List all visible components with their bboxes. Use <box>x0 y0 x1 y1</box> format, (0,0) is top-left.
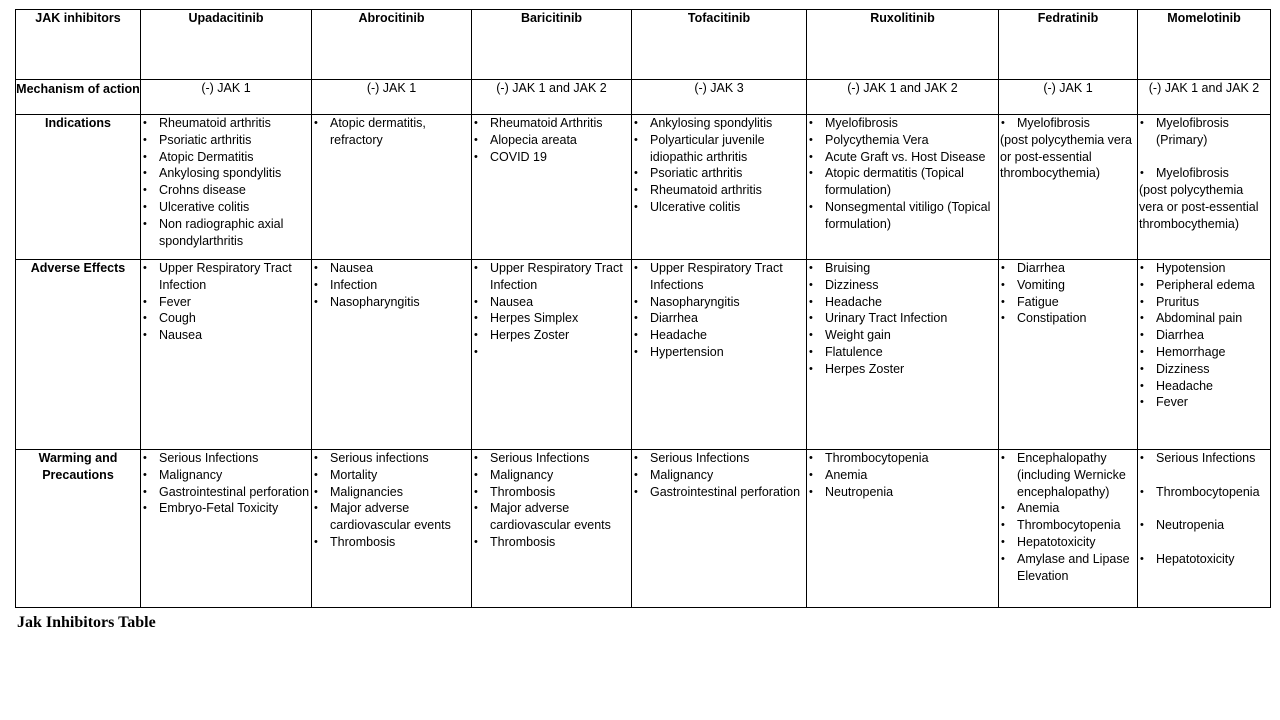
list-item: • Diarrhea <box>1000 260 1136 277</box>
list-item: • Anemia <box>1000 500 1136 517</box>
list-item: • Mortality <box>313 467 470 484</box>
bullet-list <box>1139 450 1269 568</box>
list-item: • Herpes Zoster <box>808 361 997 378</box>
warnings-baricitinib <box>472 450 632 608</box>
table-caption: Jak Inhibitors Table <box>17 614 156 631</box>
list-item: • Anemia <box>808 467 997 484</box>
adverse-momelotinib <box>1138 260 1271 450</box>
list-item: • Nausea <box>142 327 310 344</box>
list-item: • Headache <box>633 327 805 344</box>
list-item: • Headache <box>808 294 997 311</box>
warnings-momelotinib <box>1138 450 1271 608</box>
list-item: • Hypertension <box>633 344 805 361</box>
list-item: • Myelofibrosis <box>1139 165 1269 182</box>
bullet-list <box>142 450 310 517</box>
list-item: • Herpes Simplex <box>473 310 630 327</box>
list-item: • Major adverse cardiovascular events <box>313 500 470 534</box>
list-item: • Thrombocytopenia <box>808 450 997 467</box>
list-item: • Malignancy <box>473 467 630 484</box>
bullet-list <box>313 115 470 149</box>
list-item: • Acute Graft vs. Host Disease <box>808 149 997 166</box>
list-item: • Serious Infections <box>633 450 805 467</box>
bullet-list <box>142 115 310 249</box>
adverse-upadacitinib <box>141 260 312 450</box>
list-item: • Atopic Dermatitis <box>142 149 310 166</box>
list-item: • Crohns disease <box>142 182 310 199</box>
indications-ruxolitinib <box>807 115 999 260</box>
list-item: • Amylase and Lipase Elevation <box>1000 551 1136 585</box>
list-item: • Polyarticular juvenile idiopathic arthritis <box>633 132 805 166</box>
list-item: • Nonsegmental vitiligo (Topical formulation) <box>808 199 997 233</box>
list-item: • Serious Infections <box>473 450 630 467</box>
list-item: • Fever <box>142 294 310 311</box>
mechanism-fedratinib: (-) JAK 1 <box>999 80 1138 115</box>
bullet-list <box>313 260 470 310</box>
indications-fedratinib <box>999 115 1138 260</box>
list-item: • Myelofibrosis <box>1000 115 1136 132</box>
list-item: • Abdominal pain <box>1139 310 1269 327</box>
adverse-effects-label: Adverse Effects <box>16 260 141 450</box>
mechanism-baricitinib: (-) JAK 1 and JAK 2 <box>472 80 632 115</box>
list-item: • Vomiting <box>1000 277 1136 294</box>
list-item: • Flatulence <box>808 344 997 361</box>
list-item: • Peripheral edema <box>1139 277 1269 294</box>
header-row <box>16 10 1271 80</box>
list-item: • Serious Infections <box>1139 450 1269 467</box>
bullet-list <box>808 115 997 233</box>
list-item: • Serious Infections <box>142 450 310 467</box>
list-item: • Herpes Zoster <box>473 327 630 344</box>
list-item: • Bruising <box>808 260 997 277</box>
list-item <box>473 344 630 361</box>
indications-label: Indications <box>16 115 141 260</box>
adverse-fedratinib <box>999 260 1138 450</box>
list-item: • Fever <box>1139 394 1269 411</box>
jak-inhibitors-table <box>15 9 1271 608</box>
list-item: • Ulcerative colitis <box>142 199 310 216</box>
list-item: • Encephalopathy (including Wernicke encephalopathy) <box>1000 450 1136 500</box>
mechanism-ruxolitinib: (-) JAK 1 and JAK 2 <box>807 80 999 115</box>
warnings-label: Warming and Precautions <box>16 450 141 608</box>
list-item: • Atopic dermatitis (Topical formulation) <box>808 165 997 199</box>
warnings-ruxolitinib <box>807 450 999 608</box>
list-item: • Upper Respiratory Tract Infection <box>473 260 630 294</box>
mechanism-upadacitinib: (-) JAK 1 <box>141 80 312 115</box>
indication-note: (post polycythemia vera or post-essential thrombocythemia) <box>1000 132 1133 181</box>
list-item: • Myelofibrosis (Primary) <box>1139 115 1269 149</box>
list-item: • Diarrhea <box>633 310 805 327</box>
list-item: • Nasopharyngitis <box>313 294 470 311</box>
list-item: • Gastrointestinal perforation <box>142 484 310 501</box>
indications-abrocitinib <box>312 115 472 260</box>
list-item: • Non radiographic axial spondylarthritis <box>142 216 310 250</box>
list-item: • Psoriatic arthritis <box>142 132 310 149</box>
list-item: • Fatigue <box>1000 294 1136 311</box>
list-item: • Urinary Tract Infection <box>808 310 997 327</box>
adverse-baricitinib <box>472 260 632 450</box>
indications-upadacitinib <box>141 115 312 260</box>
indication-note: (post polycythemia vera or post-essential thrombocythemia) <box>1139 183 1259 231</box>
adverse-tofacitinib <box>632 260 807 450</box>
warnings-row <box>16 450 1271 608</box>
bullet-list <box>808 260 997 378</box>
list-item: • Thrombocytopenia <box>1000 517 1136 534</box>
list-item: • Thrombosis <box>473 534 630 551</box>
mechanism-momelotinib: (-) JAK 1 and JAK 2 <box>1138 80 1271 115</box>
list-item: • Thrombosis <box>473 484 630 501</box>
bullet-list <box>1000 260 1136 327</box>
indications-momelotinib <box>1138 115 1271 260</box>
header-fedratinib: Fedratinib <box>999 10 1138 80</box>
list-item: • Myelofibrosis <box>808 115 997 132</box>
list-item: • Weight gain <box>808 327 997 344</box>
list-item: • Polycythemia Vera <box>808 132 997 149</box>
list-item: • Rheumatoid arthritis <box>633 182 805 199</box>
header-abrocitinib: Abrocitinib <box>312 10 472 80</box>
list-item: • Gastrointestinal perforation <box>633 484 805 501</box>
bullet-list <box>808 450 997 500</box>
list-item: • Hepatotoxicity <box>1000 534 1136 551</box>
header-ruxolitinib: Ruxolitinib <box>807 10 999 80</box>
list-item: • COVID 19 <box>473 149 630 166</box>
list-item: • Constipation <box>1000 310 1136 327</box>
bullet-list <box>1139 260 1269 411</box>
list-item: • Thrombocytopenia <box>1139 484 1269 501</box>
list-item: • Malignancy <box>142 467 310 484</box>
list-item: • Malignancies <box>313 484 470 501</box>
adverse-effects-row <box>16 260 1271 450</box>
header-momelotinib: Momelotinib <box>1138 10 1271 80</box>
header-baricitinib: Baricitinib <box>472 10 632 80</box>
list-item: • Hypotension <box>1139 260 1269 277</box>
adverse-abrocitinib <box>312 260 472 450</box>
warnings-abrocitinib <box>312 450 472 608</box>
list-item: • Upper Respiratory Tract Infections <box>633 260 805 294</box>
bullet-list <box>142 260 310 344</box>
list-item: • Serious infections <box>313 450 470 467</box>
bullet-list <box>473 115 630 165</box>
indications-tofacitinib <box>632 115 807 260</box>
list-item: • Infection <box>313 277 470 294</box>
list-item: • Rheumatoid Arthritis <box>473 115 630 132</box>
list-item: • Major adverse cardiovascular events <box>473 500 630 534</box>
bullet-list <box>633 450 805 500</box>
list-item: • Neutropenia <box>1139 517 1269 534</box>
indications-row <box>16 115 1271 260</box>
list-item: • Embryo-Fetal Toxicity <box>142 500 310 517</box>
list-item: • Nausea <box>313 260 470 277</box>
bullet-list <box>1000 450 1136 584</box>
list-item: • Ulcerative colitis <box>633 199 805 216</box>
header-corner: JAK inhibitors <box>16 10 141 80</box>
header-tofacitinib: Tofacitinib <box>632 10 807 80</box>
indications-baricitinib <box>472 115 632 260</box>
list-item: • Cough <box>142 310 310 327</box>
list-item: • Neutropenia <box>808 484 997 501</box>
list-item: • Dizziness <box>808 277 997 294</box>
warnings-fedratinib <box>999 450 1138 608</box>
warnings-tofacitinib <box>632 450 807 608</box>
list-item: • Nasopharyngitis <box>633 294 805 311</box>
list-item: • Alopecia areata <box>473 132 630 149</box>
list-item: • Hemorrhage <box>1139 344 1269 361</box>
list-item: • Nausea <box>473 294 630 311</box>
list-item: • Thrombosis <box>313 534 470 551</box>
bullet-list <box>473 260 630 361</box>
bullet-list <box>633 260 805 361</box>
bullet-list <box>473 450 630 551</box>
mechanism-abrocitinib: (-) JAK 1 <box>312 80 472 115</box>
list-item: • Ankylosing spondylitis <box>633 115 805 132</box>
bullet-list <box>313 450 470 551</box>
list-item: • Pruritus <box>1139 294 1269 311</box>
list-item: • Psoriatic arthritis <box>633 165 805 182</box>
warnings-upadacitinib <box>141 450 312 608</box>
list-item: • Upper Respiratory Tract Infection <box>142 260 310 294</box>
list-item: • Ankylosing spondylitis <box>142 165 310 182</box>
list-item: • Hepatotoxicity <box>1139 551 1269 568</box>
mechanism-tofacitinib: (-) JAK 3 <box>632 80 807 115</box>
mechanism-row <box>16 80 1271 115</box>
mechanism-label: Mechanism of action <box>16 80 141 115</box>
list-item: • Diarrhea <box>1139 327 1269 344</box>
header-upadacitinib: Upadacitinib <box>141 10 312 80</box>
adverse-ruxolitinib <box>807 260 999 450</box>
list-item: • Malignancy <box>633 467 805 484</box>
bullet-list <box>633 115 805 216</box>
list-item: • Rheumatoid arthritis <box>142 115 310 132</box>
list-item: • Dizziness <box>1139 361 1269 378</box>
list-item: • Headache <box>1139 378 1269 395</box>
list-item: • Atopic dermatitis, refractory <box>313 115 470 149</box>
